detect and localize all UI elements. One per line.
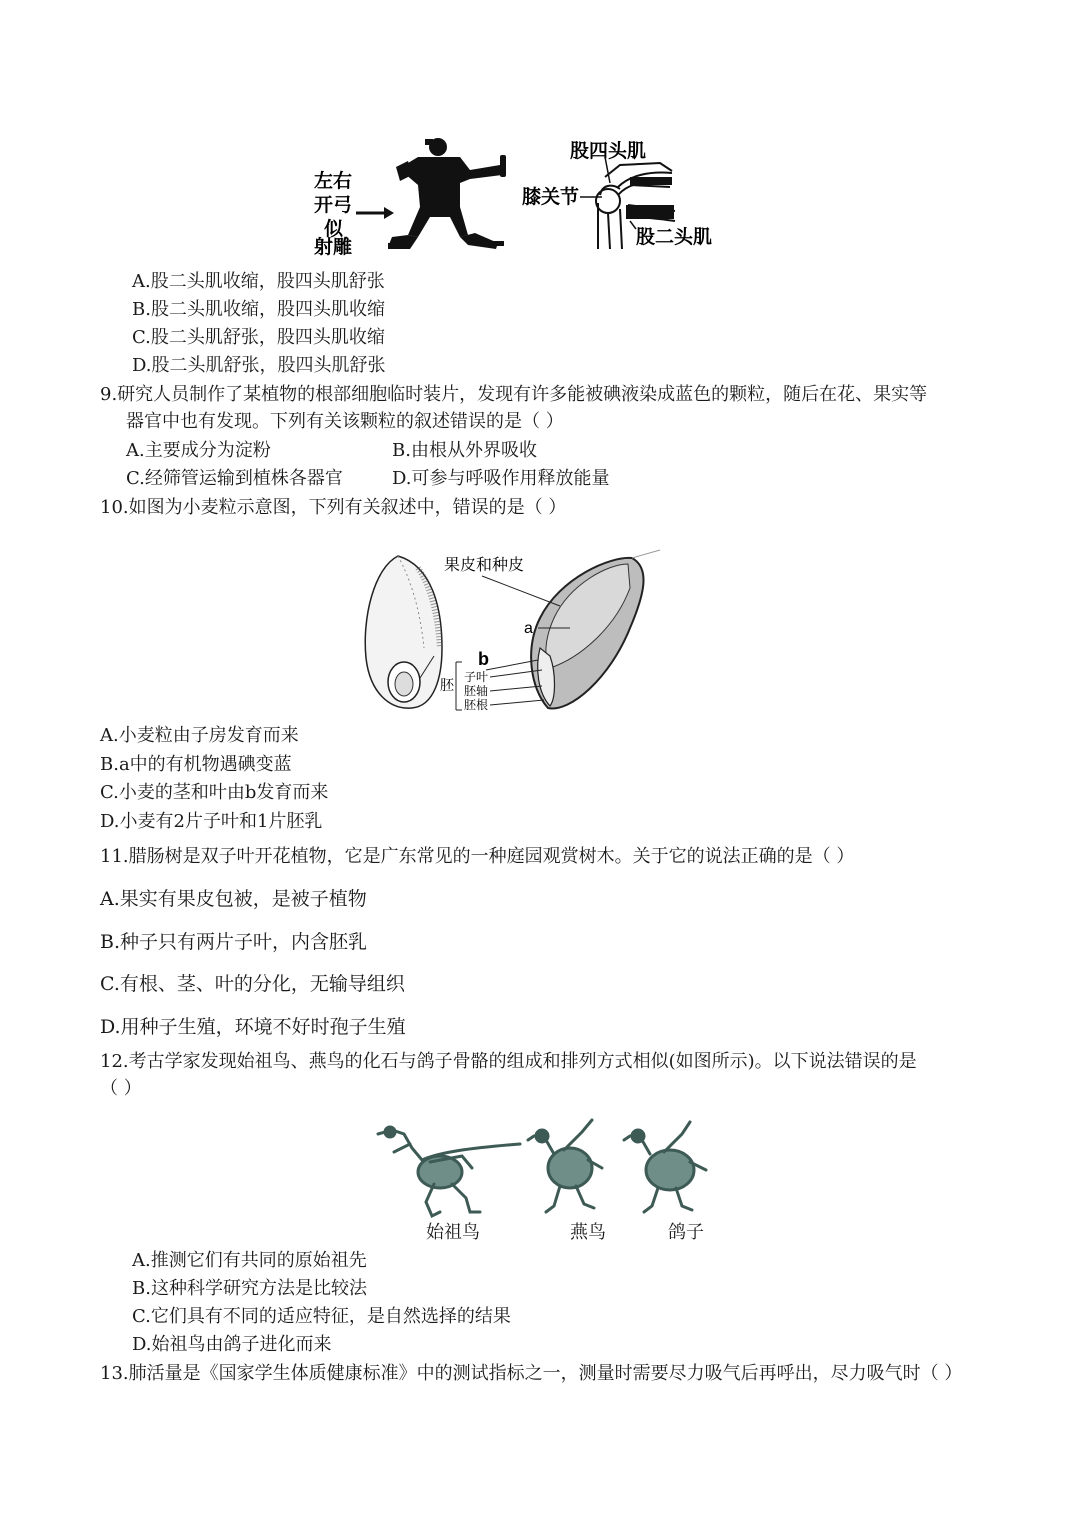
q13-stem: 13.肺活量是《国家学生体质健康标准》中的测试指标之一，测量时需要尽力吸气后再呼出，尽力吸气时（ ）: [100, 1363, 963, 1384]
q12-option-c: C.它们具有不同的适应特征，是自然选择的结果: [132, 1306, 511, 1327]
figure1-label-line: 似: [324, 218, 344, 240]
label-archaeopteryx: 始祖鸟: [426, 1222, 480, 1243]
q8-option-c: C.股二头肌舒张，股四头肌收缩: [132, 327, 385, 348]
label-radicle: 胚根: [464, 698, 489, 712]
swallow-bird-skeleton-icon: [528, 1120, 602, 1212]
q12-option-a: A.推测它们有共同的原始祖先: [132, 1250, 367, 1271]
label-pigeon: 鸽子: [668, 1222, 704, 1243]
q9-stem-line2: 器官中也有发现。下列有关该颗粒的叙述错误的是（ ）: [126, 411, 564, 432]
taichi-figure-icon: [388, 138, 506, 249]
q10-stem: 10.如图为小麦粒示意图，下列有关叙述中，错误的是（ ）: [100, 497, 567, 518]
figure1-label-line: 射雕: [314, 236, 353, 258]
q9-option-c: C.经筛管运输到植株各器官: [126, 468, 343, 489]
q12-option-b: B.这种科学研究方法是比较法: [132, 1278, 367, 1299]
figure-wheat-grain: [360, 548, 670, 718]
q8-option-a: A.股二头肌收缩，股四头肌舒张: [132, 271, 385, 292]
wheat-grain-whole-icon: [365, 556, 442, 708]
label-cotyledon: 子叶: [464, 670, 489, 684]
wheat-grain-section-icon: [531, 550, 660, 708]
q11-option-c: C.有根、茎、叶的分化，无输导组织: [100, 973, 405, 995]
label-knee-joint: 膝关节: [522, 186, 580, 208]
q12-option-d: D.始祖鸟由鸽子进化而来: [132, 1334, 332, 1355]
q10-option-a: A.小麦粒由子房发育而来: [100, 725, 299, 746]
label-quadriceps: 股四头肌: [570, 140, 647, 162]
label-hamstring: 股二头肌: [636, 226, 713, 248]
q8-option-b: B.股二头肌收缩，股四头肌收缩: [132, 299, 385, 320]
label-b: b: [478, 649, 489, 669]
q9-option-d: D.可参与呼吸作用释放能量: [392, 468, 610, 489]
q8-option-d: D.股二头肌舒张，股四头肌舒张: [132, 355, 386, 376]
archaeopteryx-skeleton-icon: [378, 1127, 520, 1216]
q11-option-a: A.果实有果皮包被，是被子植物: [100, 888, 367, 910]
q11-option-d: D.用种子生殖，环境不好时孢子生殖: [100, 1016, 406, 1038]
q11-stem: 11.腊肠树是双子叶开花植物，它是广东常见的一种庭园观赏树木。关于它的说法正确的是（ ）: [100, 846, 855, 867]
label-embryo: 胚: [440, 678, 454, 694]
q10-option-b: B.a中的有机物遇碘变蓝: [100, 754, 292, 775]
q11-option-b: B.种子只有两片子叶，内含胚乳: [100, 931, 368, 953]
label-pericarp-seedcoat: 果皮和种皮: [444, 555, 525, 574]
figure-taichi-knee: [300, 125, 740, 260]
q9-option-a: A.主要成分为淀粉: [126, 440, 271, 461]
pigeon-skeleton-icon: [624, 1122, 706, 1212]
label-a: a: [524, 620, 533, 637]
figure1-label-line: 开弓: [314, 194, 353, 216]
q12-stem-line1: 12.考古学家发现始祖鸟、燕鸟的化石与鸽子骨骼的组成和排列方式相似(如图所示)。以下说法错误的是: [100, 1051, 917, 1072]
q12-stem-line2: （ ）: [100, 1078, 142, 1099]
q9-stem-line1: 9.研究人员制作了某植物的根部细胞临时装片，发现有许多能被碘液染成蓝色的颗粒，随后在花、果实等: [100, 384, 928, 405]
q9-option-b: B.由根从外界吸收: [392, 440, 537, 461]
q10-option-d: D.小麦有2片子叶和1片胚乳: [100, 811, 323, 832]
q10-option-c: C.小麦的茎和叶由b发育而来: [100, 782, 329, 803]
label-swallow-bird: 燕鸟: [570, 1222, 606, 1243]
figure1-label-line: 左右: [314, 170, 353, 192]
figure-bird-skeletons: [370, 1112, 720, 1222]
label-hypocotyl: 胚轴: [464, 684, 489, 698]
